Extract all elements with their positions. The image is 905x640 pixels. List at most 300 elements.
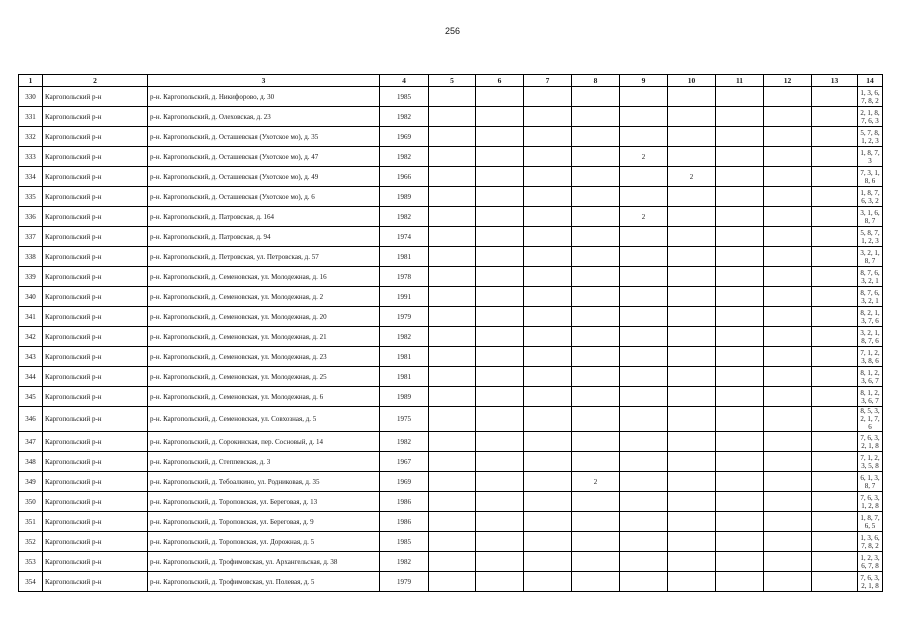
table-row <box>19 327 883 347</box>
district-cell: Каргопольский р-н <box>43 267 148 287</box>
value-cell-col-10 <box>668 207 716 227</box>
address-cell: р-н. Каргопольский, д. Тебоалкино, ул. Родниковая, д. 35 <box>148 472 380 492</box>
district-cell: Каргопольский р-н <box>43 187 148 207</box>
value-cell-col-7 <box>524 207 572 227</box>
address-cell: р-н. Каргопольский, д. Семеновская, ул. Совхозная, д. 5 <box>148 407 380 432</box>
value-cell-col-8 <box>572 387 620 407</box>
value-cell-col-10 <box>668 327 716 347</box>
codes-cell: 7, 6, 3, 1, 2, 8 <box>858 492 883 512</box>
table-row <box>19 267 883 287</box>
year-cell: 1982 <box>380 107 429 127</box>
codes-cell: 7, 3, 1, 8, 6 <box>858 167 883 187</box>
value-cell-col-9 <box>620 532 668 552</box>
column-header: 1 <box>19 75 43 87</box>
page-number: 256 <box>444 26 461 36</box>
value-cell-col-10 <box>668 127 716 147</box>
value-cell-col-5 <box>429 227 476 247</box>
value-cell-col-13 <box>812 87 858 107</box>
value-cell-col-9 <box>620 347 668 367</box>
value-cell-col-13 <box>812 227 858 247</box>
column-header: 13 <box>812 75 858 87</box>
address-cell: р-н. Каргопольский, д. Семеновская, ул. Молодежная, д. 21 <box>148 327 380 347</box>
value-cell-col-10 <box>668 227 716 247</box>
table-row <box>19 187 883 207</box>
codes-cell: 8, 1, 2, 3, 6, 7 <box>858 367 883 387</box>
codes-cell: 1, 3, 6, 7, 8, 2 <box>858 87 883 107</box>
year-cell: 1969 <box>380 127 429 147</box>
value-cell-col-7 <box>524 307 572 327</box>
value-cell-col-13 <box>812 367 858 387</box>
row-number-cell: 341 <box>19 307 43 327</box>
table-row <box>19 552 883 572</box>
address-cell: р-н. Каргопольский, д. Тороповская, ул. Дорожная, д. 5 <box>148 532 380 552</box>
value-cell-col-12 <box>764 407 812 432</box>
table-row <box>19 472 883 492</box>
address-cell: р-н. Каргопольский, д. Петровская, ул. Петровская, д. 57 <box>148 247 380 267</box>
district-cell: Каргопольский р-н <box>43 167 148 187</box>
address-cell: р-н. Каргопольский, д. Осташевская (Ухотское мо), д. 35 <box>148 127 380 147</box>
value-cell-col-13 <box>812 207 858 227</box>
value-cell-col-7 <box>524 167 572 187</box>
year-cell: 1982 <box>380 432 429 452</box>
value-cell-col-12 <box>764 532 812 552</box>
value-cell-col-8 <box>572 287 620 307</box>
value-cell-col-7 <box>524 327 572 347</box>
year-cell: 1981 <box>380 367 429 387</box>
row-number-cell: 338 <box>19 247 43 267</box>
value-cell-col-7 <box>524 287 572 307</box>
value-cell-col-10 <box>668 512 716 532</box>
district-cell: Каргопольский р-н <box>43 552 148 572</box>
column-header: 9 <box>620 75 668 87</box>
value-cell-col-7 <box>524 267 572 287</box>
value-cell-col-5 <box>429 327 476 347</box>
value-cell-col-5 <box>429 472 476 492</box>
column-header: 3 <box>148 75 380 87</box>
value-cell-col-11 <box>716 107 764 127</box>
district-cell: Каргопольский р-н <box>43 347 148 367</box>
value-cell-col-8 <box>572 512 620 532</box>
value-cell-col-11 <box>716 287 764 307</box>
codes-cell: 5, 7, 8, 1, 2, 3 <box>858 127 883 147</box>
value-cell-col-13 <box>812 452 858 472</box>
value-cell-col-7 <box>524 247 572 267</box>
row-number-cell: 353 <box>19 552 43 572</box>
table-row <box>19 307 883 327</box>
table-row <box>19 407 883 432</box>
value-cell-col-5 <box>429 572 476 592</box>
codes-cell: 8, 2, 1, 3, 7, 6 <box>858 307 883 327</box>
district-cell: Каргопольский р-н <box>43 327 148 347</box>
value-cell-col-7 <box>524 227 572 247</box>
value-cell-col-10 <box>668 367 716 387</box>
row-number-cell: 348 <box>19 452 43 472</box>
column-header: 14 <box>858 75 883 87</box>
value-cell-col-13 <box>812 347 858 367</box>
value-cell-col-5 <box>429 267 476 287</box>
year-cell: 1975 <box>380 407 429 432</box>
value-cell-col-11 <box>716 267 764 287</box>
value-cell-col-12 <box>764 367 812 387</box>
row-number-cell: 337 <box>19 227 43 247</box>
value-cell-col-11 <box>716 87 764 107</box>
value-cell-col-6 <box>476 227 524 247</box>
row-number-cell: 333 <box>19 147 43 167</box>
value-cell-col-13 <box>812 472 858 492</box>
address-cell: р-н. Каргопольский, д. Осташевская (Ухотское мо), д. 49 <box>148 167 380 187</box>
value-cell-col-13 <box>812 287 858 307</box>
codes-cell: 1, 3, 6, 7, 8, 2 <box>858 532 883 552</box>
value-cell-col-7 <box>524 387 572 407</box>
value-cell-col-5 <box>429 147 476 167</box>
column-header: 8 <box>572 75 620 87</box>
value-cell-col-9 <box>620 367 668 387</box>
district-cell: Каргопольский р-н <box>43 407 148 432</box>
value-cell-col-13 <box>812 492 858 512</box>
value-cell-col-11 <box>716 207 764 227</box>
table-row <box>19 287 883 307</box>
value-cell-col-10 <box>668 87 716 107</box>
value-cell-col-5 <box>429 432 476 452</box>
value-cell-col-12 <box>764 492 812 512</box>
value-cell-col-10 <box>668 552 716 572</box>
value-cell-col-8 <box>572 267 620 287</box>
value-cell-col-9 <box>620 187 668 207</box>
value-cell-col-10 <box>668 532 716 552</box>
column-header: 5 <box>429 75 476 87</box>
address-cell: р-н. Каргопольский, д. Степпевская, д. 3 <box>148 452 380 472</box>
district-cell: Каргопольский р-н <box>43 572 148 592</box>
row-number-cell: 336 <box>19 207 43 227</box>
value-cell-col-8 <box>572 127 620 147</box>
value-cell-col-11 <box>716 347 764 367</box>
value-cell-col-11 <box>716 127 764 147</box>
value-cell-col-8 <box>572 247 620 267</box>
address-cell: р-н. Каргопольский, д. Сорокинская, пер. Сосновый, д. 14 <box>148 432 380 452</box>
codes-cell: 8, 5, 3, 2, 1, 7, 6 <box>858 407 883 432</box>
value-cell-col-6 <box>476 432 524 452</box>
value-cell-col-7 <box>524 187 572 207</box>
year-cell: 1982 <box>380 552 429 572</box>
value-cell-col-7 <box>524 572 572 592</box>
value-cell-col-5 <box>429 127 476 147</box>
value-cell-col-10 <box>668 267 716 287</box>
address-cell: р-н. Каргопольский, д. Патровская, д. 94 <box>148 227 380 247</box>
value-cell-col-7 <box>524 472 572 492</box>
value-cell-col-8 <box>572 452 620 472</box>
address-cell: р-н. Каргопольский, д. Семеновская, ул. Молодежная, д. 6 <box>148 387 380 407</box>
table-row <box>19 347 883 367</box>
value-cell-col-5 <box>429 167 476 187</box>
value-cell-col-9 <box>620 307 668 327</box>
year-cell: 1966 <box>380 167 429 187</box>
value-cell-col-9: 2 <box>620 147 668 167</box>
value-cell-col-8 <box>572 187 620 207</box>
table-row <box>19 512 883 532</box>
table-row <box>19 492 883 512</box>
value-cell-col-9 <box>620 107 668 127</box>
value-cell-col-5 <box>429 552 476 572</box>
column-header: 6 <box>476 75 524 87</box>
value-cell-col-5 <box>429 87 476 107</box>
value-cell-col-8 <box>572 347 620 367</box>
district-cell: Каргопольский р-н <box>43 532 148 552</box>
value-cell-col-7 <box>524 492 572 512</box>
value-cell-col-12 <box>764 452 812 472</box>
value-cell-col-10 <box>668 347 716 367</box>
value-cell-col-6 <box>476 387 524 407</box>
table-row <box>19 87 883 107</box>
value-cell-col-5 <box>429 532 476 552</box>
district-cell: Каргопольский р-н <box>43 432 148 452</box>
address-cell: р-н. Каргопольский, д. Трофимовская, ул. Полевая, д. 5 <box>148 572 380 592</box>
value-cell-col-8 <box>572 207 620 227</box>
column-header: 10 <box>668 75 716 87</box>
value-cell-col-6 <box>476 247 524 267</box>
value-cell-col-6 <box>476 127 524 147</box>
codes-cell: 3, 2, 1, 8, 7 <box>858 247 883 267</box>
value-cell-col-12 <box>764 207 812 227</box>
row-number-cell: 351 <box>19 512 43 532</box>
value-cell-col-9 <box>620 552 668 572</box>
value-cell-col-10 <box>668 107 716 127</box>
codes-cell: 6, 1, 3, 8, 7 <box>858 472 883 492</box>
value-cell-col-10 <box>668 472 716 492</box>
value-cell-col-12 <box>764 167 812 187</box>
value-cell-col-8 <box>572 107 620 127</box>
value-cell-col-13 <box>812 267 858 287</box>
district-cell: Каргопольский р-н <box>43 472 148 492</box>
value-cell-col-6 <box>476 87 524 107</box>
value-cell-col-6 <box>476 167 524 187</box>
value-cell-col-7 <box>524 127 572 147</box>
column-header: 11 <box>716 75 764 87</box>
value-cell-col-13 <box>812 307 858 327</box>
year-cell: 1979 <box>380 572 429 592</box>
value-cell-col-7 <box>524 512 572 532</box>
value-cell-col-6 <box>476 552 524 572</box>
year-cell: 1986 <box>380 512 429 532</box>
row-number-cell: 344 <box>19 367 43 387</box>
table-row <box>19 387 883 407</box>
value-cell-col-9 <box>620 432 668 452</box>
table-row <box>19 207 883 227</box>
value-cell-col-13 <box>812 552 858 572</box>
district-cell: Каргопольский р-н <box>43 127 148 147</box>
value-cell-col-9 <box>620 167 668 187</box>
column-header: 2 <box>43 75 148 87</box>
value-cell-col-13 <box>812 407 858 432</box>
table-row <box>19 572 883 592</box>
row-number-cell: 331 <box>19 107 43 127</box>
address-cell: р-н. Каргопольский, д. Семеновская, ул. Молодежная, д. 25 <box>148 367 380 387</box>
value-cell-col-12 <box>764 247 812 267</box>
value-cell-col-11 <box>716 247 764 267</box>
row-number-cell: 335 <box>19 187 43 207</box>
value-cell-col-5 <box>429 247 476 267</box>
value-cell-col-11 <box>716 367 764 387</box>
codes-cell: 1, 8, 7, 3 <box>858 147 883 167</box>
row-number-cell: 350 <box>19 492 43 512</box>
table-row <box>19 452 883 472</box>
value-cell-col-10 <box>668 187 716 207</box>
district-cell: Каргопольский р-н <box>43 387 148 407</box>
value-cell-col-13 <box>812 532 858 552</box>
value-cell-col-5 <box>429 367 476 387</box>
row-number-cell: 342 <box>19 327 43 347</box>
value-cell-col-6 <box>476 472 524 492</box>
value-cell-col-13 <box>812 247 858 267</box>
value-cell-col-9 <box>620 512 668 532</box>
value-cell-col-12 <box>764 572 812 592</box>
value-cell-col-6 <box>476 347 524 367</box>
value-cell-col-11 <box>716 187 764 207</box>
value-cell-col-10: 2 <box>668 167 716 187</box>
value-cell-col-11 <box>716 327 764 347</box>
value-cell-col-9 <box>620 492 668 512</box>
year-cell: 1985 <box>380 532 429 552</box>
register-table <box>18 74 883 592</box>
address-cell: р-н. Каргопольский, д. Осташевская (Ухотское мо), д. 47 <box>148 147 380 167</box>
value-cell-col-12 <box>764 87 812 107</box>
value-cell-col-6 <box>476 147 524 167</box>
value-cell-col-7 <box>524 452 572 472</box>
address-cell: р-н. Каргопольский, д. Семеновская, ул. Молодежная, д. 23 <box>148 347 380 367</box>
value-cell-col-11 <box>716 407 764 432</box>
value-cell-col-10 <box>668 387 716 407</box>
codes-cell: 7, 1, 2, 3, 8, 6 <box>858 347 883 367</box>
codes-cell: 7, 6, 3, 2, 1, 8 <box>858 432 883 452</box>
value-cell-col-6 <box>476 572 524 592</box>
value-cell-col-5 <box>429 207 476 227</box>
year-cell: 1989 <box>380 187 429 207</box>
table-row <box>19 432 883 452</box>
address-cell: р-н. Каргопольский, д. Олеховская, д. 23 <box>148 107 380 127</box>
value-cell-col-8 <box>572 407 620 432</box>
district-cell: Каргопольский р-н <box>43 87 148 107</box>
value-cell-col-9 <box>620 327 668 347</box>
value-cell-col-8 <box>572 307 620 327</box>
value-cell-col-12 <box>764 227 812 247</box>
district-cell: Каргопольский р-н <box>43 247 148 267</box>
address-cell: р-н. Каргопольский, д. Трофимовская, ул. Архангельская, д. 38 <box>148 552 380 572</box>
codes-cell: 3, 2, 1, 8, 7, 6 <box>858 327 883 347</box>
year-cell: 1991 <box>380 287 429 307</box>
value-cell-col-11 <box>716 452 764 472</box>
value-cell-col-6 <box>476 287 524 307</box>
value-cell-col-6 <box>476 187 524 207</box>
table-row <box>19 127 883 147</box>
value-cell-col-11 <box>716 492 764 512</box>
value-cell-col-9 <box>620 127 668 147</box>
year-cell: 1982 <box>380 207 429 227</box>
value-cell-col-10 <box>668 572 716 592</box>
value-cell-col-11 <box>716 307 764 327</box>
district-cell: Каргопольский р-н <box>43 367 148 387</box>
value-cell-col-11 <box>716 572 764 592</box>
value-cell-col-7 <box>524 367 572 387</box>
table-row <box>19 532 883 552</box>
codes-cell: 7, 1, 2, 3, 5, 8 <box>858 452 883 472</box>
value-cell-col-9: 2 <box>620 207 668 227</box>
value-cell-col-12 <box>764 347 812 367</box>
address-cell: р-н. Каргопольский, д. Тороповская, ул. Береговая, д. 9 <box>148 512 380 532</box>
value-cell-col-9 <box>620 87 668 107</box>
table-row <box>19 147 883 167</box>
column-header: 4 <box>380 75 429 87</box>
row-number-cell: 349 <box>19 472 43 492</box>
value-cell-col-12 <box>764 512 812 532</box>
value-cell-col-5 <box>429 492 476 512</box>
row-number-cell: 340 <box>19 287 43 307</box>
year-cell: 1969 <box>380 472 429 492</box>
codes-cell: 8, 7, 6, 3, 2, 1 <box>858 267 883 287</box>
value-cell-col-11 <box>716 552 764 572</box>
value-cell-col-9 <box>620 452 668 472</box>
value-cell-col-7 <box>524 432 572 452</box>
value-cell-col-11 <box>716 532 764 552</box>
district-cell: Каргопольский р-н <box>43 512 148 532</box>
row-number-cell: 354 <box>19 572 43 592</box>
district-cell: Каргопольский р-н <box>43 287 148 307</box>
year-cell: 1982 <box>380 147 429 167</box>
value-cell-col-12 <box>764 187 812 207</box>
value-cell-col-8 <box>572 532 620 552</box>
value-cell-col-13 <box>812 432 858 452</box>
address-cell: р-н. Каргопольский, д. Осташевская (Ухотское мо), д. 6 <box>148 187 380 207</box>
value-cell-col-12 <box>764 267 812 287</box>
codes-cell: 2, 1, 8, 7, 6, 3 <box>858 107 883 127</box>
value-cell-col-12 <box>764 327 812 347</box>
address-cell: р-н. Каргопольский, д. Тороповская, ул. Береговая, д. 13 <box>148 492 380 512</box>
value-cell-col-5 <box>429 387 476 407</box>
address-cell: р-н. Каргопольский, д. Семеновская, ул. Молодежная, д. 16 <box>148 267 380 287</box>
column-header: 12 <box>764 75 812 87</box>
value-cell-col-7 <box>524 347 572 367</box>
value-cell-col-12 <box>764 472 812 492</box>
value-cell-col-7 <box>524 552 572 572</box>
value-cell-col-7 <box>524 87 572 107</box>
header-row <box>19 75 883 87</box>
year-cell: 1986 <box>380 492 429 512</box>
value-cell-col-8 <box>572 492 620 512</box>
table-body <box>19 87 883 592</box>
value-cell-col-8 <box>572 327 620 347</box>
table-row <box>19 167 883 187</box>
value-cell-col-10 <box>668 307 716 327</box>
value-cell-col-9 <box>620 267 668 287</box>
value-cell-col-6 <box>476 327 524 347</box>
value-cell-col-13 <box>812 147 858 167</box>
value-cell-col-10 <box>668 287 716 307</box>
value-cell-col-9 <box>620 472 668 492</box>
year-cell: 1982 <box>380 327 429 347</box>
year-cell: 1985 <box>380 87 429 107</box>
value-cell-col-9 <box>620 407 668 432</box>
table-row <box>19 247 883 267</box>
district-cell: Каргопольский р-н <box>43 107 148 127</box>
value-cell-col-7 <box>524 147 572 167</box>
row-number-cell: 332 <box>19 127 43 147</box>
value-cell-col-13 <box>812 572 858 592</box>
value-cell-col-9 <box>620 572 668 592</box>
year-cell: 1989 <box>380 387 429 407</box>
value-cell-col-7 <box>524 407 572 432</box>
address-cell: р-н. Каргопольский, д. Семеновская, ул. Молодежная, д. 2 <box>148 287 380 307</box>
value-cell-col-6 <box>476 107 524 127</box>
value-cell-col-13 <box>812 167 858 187</box>
value-cell-col-8 <box>572 367 620 387</box>
